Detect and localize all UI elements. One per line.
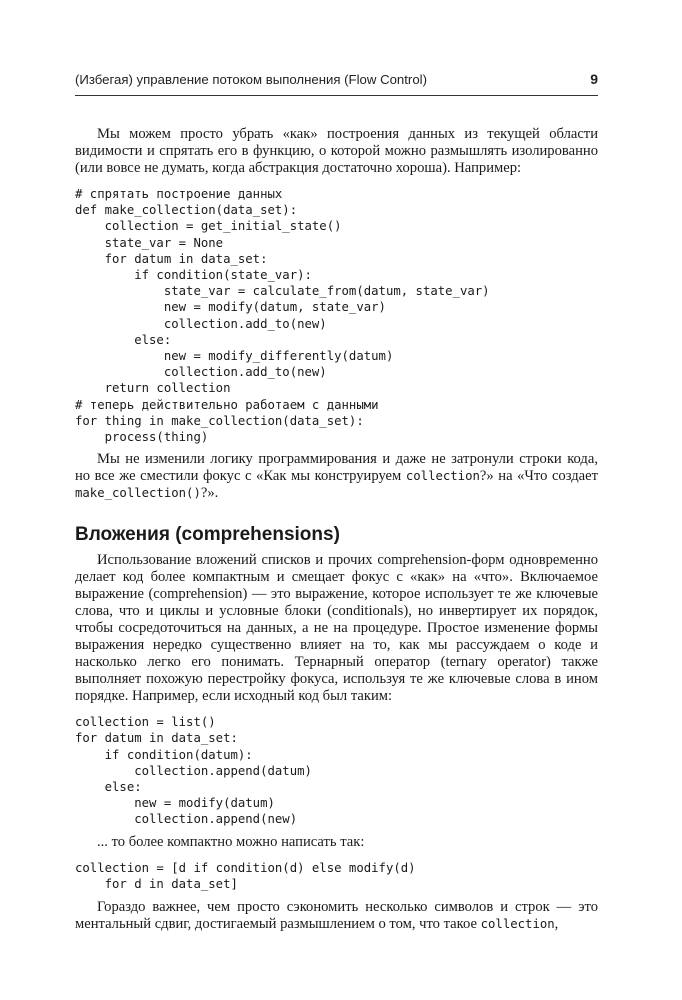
paragraph-focus-shift: [75, 451, 598, 502]
paragraph-comprehensions: Использование вложений списков и прочих comprehension-форм одновременно делает код более компактным и смещает фокус с «как» на «что». Включаемое выражение (comprehension) — это выражение, которое использует те же ключевые слова, что и циклы и условные блоки (conditionals), но инвертирует их порядок, чтобы сосредоточиться на данных, а не на процедуре. Простое изменение формы выражения нередко существенно влияет на то, как мы рассуждаем о коде и насколько легко его понимать. Тернарный оператор (ternary operator) также выполняет похожую перестройку фокуса, используя те же ключевые слова в ином порядке. Например, если исходный код был таким:: [75, 552, 598, 705]
section-heading: Вложения (comprehensions): [75, 524, 340, 546]
code-block-comprehension: collection = [d if condition(d) else modify(d) for d in data_set]: [75, 860, 416, 891]
code-block-loop-example: collection = list() for datum in data_set: if condition(datum): collection.append(datum) else: new = modify(datum) collection.append(new): [75, 715, 312, 827]
running-header: [75, 71, 598, 96]
inline-code-collection-2: collection: [480, 917, 555, 932]
paragraph-intro: Мы можем просто убрать «как» построения данных из текущей области видимости и спрятать его в функцию, о которой можно размышлять изолированно (или вовсе не думать, когда абстракция достаточно хороша). Например:: [75, 126, 598, 176]
inline-code-make-collection: make_collection(): [75, 486, 201, 501]
paragraph-focus-shift-text-a: Мы не изменили логику программирования и даже не затронули строки кода, но все же сместили фокус с «Как мы конструируем: [75, 451, 598, 485]
paragraph-mental-shift: [75, 899, 598, 933]
paragraph-mental-shift-text: Гораздо важнее, чем просто сэкономить несколько символов и строк — это ментальный сдвиг, достигаемый размышлением о том, что такое: [75, 899, 598, 933]
paragraph-compact-intro: ... то более компактно можно написать так:: [97, 833, 365, 850]
inline-code-collection: collection: [405, 469, 480, 484]
page-number: 9: [590, 71, 598, 87]
paragraph-focus-shift-text-c: ?».: [200, 485, 219, 502]
paragraph-mental-shift-tail: ,: [554, 916, 559, 933]
code-block-make-collection: # спрятать построение данных def make_collection(data_set): collection = get_initial_state() state_var = None for datum in data_set: if condition(state_var): state_var = calculate_from(datum, state_var) new = modify(datum, state_var) collection.add_to(new) else: new = modify_differently(datum) collection.add_to(new) return collection # теперь действительно работаем с данными for thing in make_collection(data_set): process(thing): [75, 187, 490, 445]
header-title: (Избегая) управление потоком выполнения (Flow Control): [75, 72, 427, 87]
paragraph-focus-shift-text-b: ?» на «Что создает: [479, 468, 598, 485]
page: [75, 60, 598, 933]
